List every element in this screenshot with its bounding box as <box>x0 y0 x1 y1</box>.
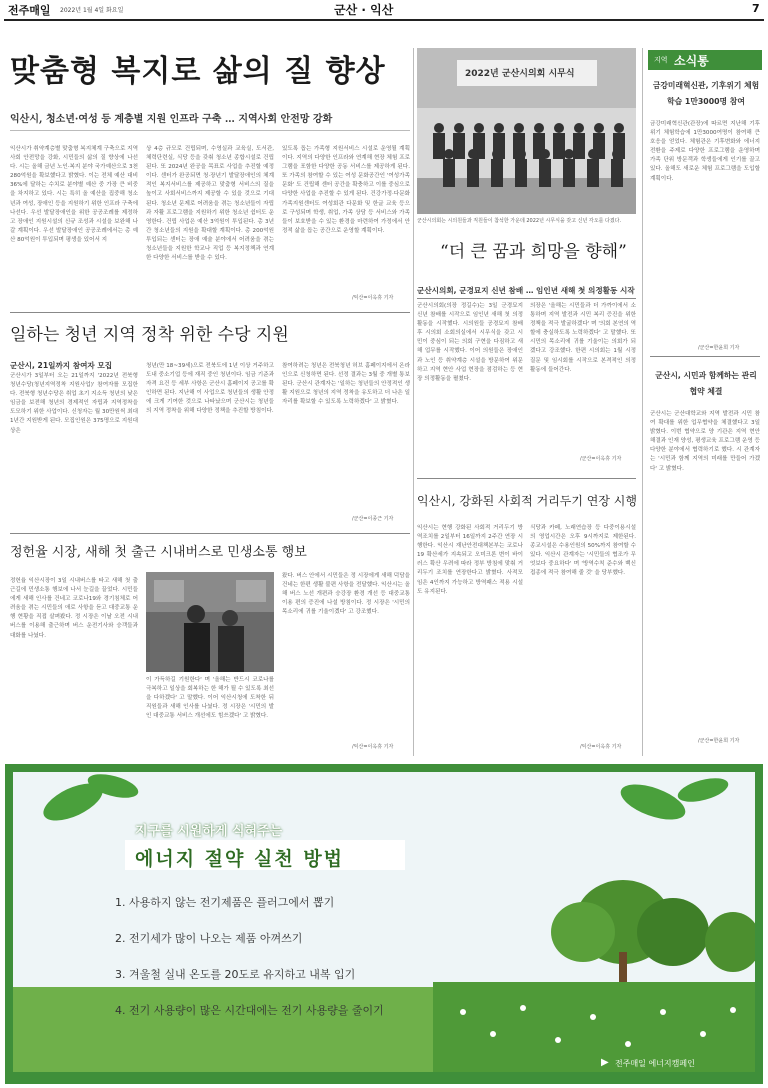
street-col-1: 익산시는 현행 강화된 사회적 거리두기 방역조치를 2일부터 16일까지 2주간 연장 시행한다. 익산시 재난안전대책본부는 코로나19 확산세가 지속되고 오미크론 변이 바이러스 확산 우려에 따라 정부 방침에 맞춰 거리두기 조치를 연장한다고 밝혔다. 사적모임은 4인까지 가능하고 방역패스 적용 시설도 유지된다. <box>417 525 523 595</box>
sidebar-header <box>648 50 762 70</box>
council-photo-caption: 군산시의회는 시의원들과 직원들이 참석한 가운데 2022년 시무식을 갖고 신년 각오를 다졌다. <box>417 218 622 224</box>
sidebar-item1-title: 금강미래혁신관, 기후위기 체험학습 1만3000명 참여 <box>652 81 760 106</box>
ad-subtitle: 지구를 시원하게 식혀주는 <box>135 824 283 839</box>
mayor-byline: /익산=이옥휴 기자 <box>352 744 394 750</box>
sidebar-header-left: 지역 <box>654 56 668 64</box>
quote-pull-quote: “더 큰 꿈과 희망을 향해” <box>440 242 627 262</box>
youth-top-rule <box>10 312 410 313</box>
ad-tip-4: 4. 전기 사용량이 많은 시간대에는 전기 사용량을 줄이기 <box>115 1004 384 1017</box>
ad-tip-3: 3. 겨울철 실내 온도를 20도로 유지하고 내복 입기 <box>115 968 356 981</box>
masthead-section: 군산 · 익산 <box>334 3 394 17</box>
quote-col-2: 의장은 '올해는 시민들과 더 가까이에서 소통하며 지역 발전과 시민 복리 증진을 위한 정책을 적극 발굴하겠다' 며 '의회 본연의 역할에 충실하도록 노력하겠다' 고 말했다. 또 시민의 목소리에 귀를 기울이는 의회가 되겠다고 강조했다. 한편 시의회는 1월 시정질문 및 임시회를 시작으로 본격적인 의정활동에 들어간다. <box>530 303 636 373</box>
arrow-play-icon: ▶ <box>601 1057 609 1068</box>
sidebar-item2-title: 군산시, 시민과 함께하는 관리 협약 체결 <box>655 371 757 396</box>
ad-tip-2: 2. 전기세가 많이 나오는 제품 아껴쓰기 <box>115 932 303 945</box>
masthead <box>0 0 768 20</box>
masthead-paper-name: 전주매일 <box>8 4 51 17</box>
street-top-rule <box>417 478 636 479</box>
quote-byline: /군산=이옥휴 기자 <box>580 456 622 462</box>
masthead-date: 2022년 1월 4일 화요일 <box>60 7 124 14</box>
masthead-rule <box>4 19 764 21</box>
street-col-2: 식당과 카페, 노래연습장 등 다중이용시설의 영업시간은 오후 9시까지로 제한된다. 종교시설은 수용인원의 50%까지 참여할 수 있다. 익산시 관계자는 '시민들의 협조가 무엇보다 중요하다' 며 '방역수칙 준수와 백신 접종에 적극 참여해 줄 것' 을 당부했다. <box>530 525 636 577</box>
sidebar-header-right: 소식통 <box>674 54 709 68</box>
ad-title: 에너지 절약 실천 방법 <box>135 848 345 870</box>
mayor-col-1: 정헌율 익산시장이 3일 시내버스를 타고 새해 첫 출근길에 민생소통 행보에 나서 눈길을 끌었다. 시민들에게 새해 인사를 건네고 코로나19와 경기침체로 어려움을 겪는 시민들의 애로 사항을 듣고 대중교통 운행 현황을 직접 살펴봤다. 정 시장은 이날 오전 시내버스를 이용해 출근하며 버스 운전기사와 승객들과 대화를 나눴다. <box>10 578 138 639</box>
ad-tips-list <box>115 894 535 1038</box>
street-title: 익산시, 강화된 사회적 거리두기 연장 시행 <box>417 494 637 508</box>
column-divider-right <box>642 48 643 756</box>
lead-title: 맞춤형 복지로 삶의 질 향상 <box>10 54 386 89</box>
quote-subtitle: 군산시의회, 군경묘지 신년 참배 … 임인년 새해 첫 의정활동 시작 <box>417 286 635 295</box>
mayor-bus-photo <box>146 572 274 672</box>
lead-subtitle: 익산시, 청소년·여성 등 계층별 지원 인프라 구축 … 지역사회 안전망 강화 <box>10 114 333 125</box>
youth-byline: /군산=이종근 기자 <box>352 516 394 522</box>
mayor-photo-image <box>146 572 274 672</box>
lead-col-3: 있도록 돕는 가족형 지원서비스 시설로 운영될 계획이다. 지역의 다양한 인프라와 연계해 현장 체험 프로그램을 포함한 다양한 공동 서비스를 제공하게 된다. 또 가족의 참여할 수 있는 여성 문화공간인 '여성가족문화' 도 건립해 센터 공간을 확충하고 이를 중심으로 다양한 사업을 추진할 수 있게 된다. 건강가정·다문화가족지원센터도 여성회관 다문화 및 한글 교육 등으로 구성되며 학생, 취업, 가족 상담 등 서비스와 가족들이 보호받을 수 있는 환경을 마련하여 가정에서 안정적 삶을 돕는 공간으로 운영할 계획이다. <box>282 146 410 234</box>
youth-col-1: 군산시가 3일부터 오는 21일까지 '2022년 전북형 청년수당(청년지역정착 지원사업)' 참여자를 모집한다. 전북형 청년수당은 취업 초기 지소득 청년의 낮은 임금을 보전해 청년의 경제적인 자립과 지역정착을 도모하기 위한 사업이다. 신청자는 월 30만원씩 최대 1년간 지원받게 된다. 모집인원은 375명으로 지원대상은 <box>10 373 138 434</box>
column-divider-left <box>413 48 414 756</box>
ad-sponsor-badge <box>601 1054 751 1076</box>
council-photo-banner: 2022년 군산시의회 시무식 <box>465 69 575 79</box>
mayor-title: 정헌율 시장, 새해 첫 출근 시내버스로 민생소통 행보 <box>10 545 307 560</box>
quote-col-1: 군산시의회(의장 정길수)는 3일 군경묘지 신년 참배를 시작으로 임인년 새해 첫 의정활동을 시작했다. 시의원들 공경묘지 참배 후 시의회 소회의실에서 시무식을 갖고 시민이 중심이 되는 의회 구현을 다짐하고 새해 업무를 시작했다. 이어 의원들은 장애인과 노인 등 취약계층 시설을 방문하여 위문하고 지역 현안 사업 현장을 점검하는 등 현장 의정활동을 펼쳤다. <box>417 303 523 382</box>
youth-col-2: 청년(만 18~39세)으로 전북도에 1년 이상 거주하고 도내 중소기업 등에 재직 중인 청년이다. 임금 기준과 자격 요건 등 세부 사항은 군산시 홈페이지 공고를 확인하면 된다. 지난해 이 사업으로 청년들의 생활 안정에 크게 기여한 것으로 나타났으며 군산시는 청년들의 지역 정착을 위해 다양한 정책을 추진할 방침이다. <box>146 363 274 415</box>
sidebar-item1-byline: /군산=한윤희 기자 <box>698 345 740 351</box>
youth-title: 일하는 청년 지역 정착 위한 수당 지원 <box>10 325 289 345</box>
ad-sponsor: 전주매일 에너지캠페인 <box>615 1059 695 1068</box>
street-byline: /익산=이옥휴 기자 <box>580 744 622 750</box>
ad-tip-1: 1. 사용하지 않는 전기제품은 플러그에서 뽑기 <box>115 896 335 909</box>
mayor-col-3: 왔다. 버스 안에서 시민들은 정 시장에게 새해 덕담을 건네는 한편 생활 불편 사항을 전달했다. 익산시는 올해 버스 노선 개편과 승강장 환경 개선 등 대중교통 이용 편의 증진에 나설 방침이다. 정 시장은 '시민의 목소리에 귀를 기울이겠다' 고 강조했다. <box>282 573 410 616</box>
mayor-top-rule <box>10 533 410 534</box>
lead-col-1: 익산시가 취약계층별 맞춤형 복지체계 구축으로 지역사회 안전망을 강화, 시민들의 삶의 질 향상에 나선다. 시는 올해 금년 노인·복지 분야 국가예산으로 3천280억원을 확보했다고 밝혔다. 이는 전체 예산 대비 36%에 달하는 수치로 분야별 예산 중 가장 큰 비중을 차지하고 있다. 시는 특히 올 예산을 집중해 청소년과 여성, 장애인 등을 지원하기 위한 인프라 구축에 나선다. 우선 발달장애인을 위한 공공조례를 제정하고 장애인 지원시설의 신규 조성과 시설을 보완해 나갈 계획이다. 우선 발달장애인 공공조례에서는 총 예산 80억원이 투입되며 평생을 있어서 지 <box>10 146 138 243</box>
lead-byline: /익산=이옥휴 기자 <box>352 295 394 301</box>
sidebar-item2-body: 군산시는 군산대학교와 지역 발전과 시민 참여 확대를 위한 업무협약을 체결했다고 3일 밝혔다. 이번 협약으로 양 기관은 지역 현안 해결과 인재 양성, 평생교육 프로그램 운영 등 다양한 분야에서 협력하기로 했다. 시 관계자는 '시민과 함께 지역의 미래를 만들어 가겠다' 고 밝혔다. <box>650 411 760 472</box>
quote-subtitle-rule <box>417 298 636 299</box>
youth-col-3: 참여하려는 청년은 전북청년 허브 홈페이지에서 온라인으로 신청하면 된다. 선정 결과는 3월 중 개별 통보된다. 군산시 관계자는 '일하는 청년들의 안정적인 생활 지원으로 청년의 지역 정착을 유도하고 더 나은 일자리를 확보할 수 있도록 노력하겠다' 고 밝혔다. <box>282 363 410 406</box>
sidebar-item1-body: 금강미래혁신관(관장)에 따르면 지난해 기후위기 체험학습에 1만3000여명이 참여해 큰 호응을 얻었다. 체험관은 기후변화와 에너지 전환을 주제로 다양한 프로그램을 운영하며 가족 단위 방문객과 학생들에게 인기를 끌고 있다. 올해도 새로운 체험 프로그램을 도입할 계획이다. <box>650 121 760 182</box>
lead-col-2: 상 4층 규모로 건립되며, 수영실과 교육실, 도서관, 체력단련실, 식당 등을 갖춰 청소년 종합시설로 건립된다. 또 2024년 완공을 목표로 사업을 추진할 예정이다. 센터가 완공되면 청·장년기 발달장애인의 체계적인 복지서비스를 제공하고 맞춤형 서비스의 질을 높이고 사회서비스까지 제공할 수 있을 것으로 기대된다. 청소년 문제로 어려움을 겪는 청소년들이 자립과 자활 프로그램을 지원하기 위한 청소년 쉼터도 운영한다. 건립 사업은 예산 3억원이 투입된다. 총 3년간 청소년들의 지원을 확대할 계획이다. 총 200억원 투입되는 센터는 장애 예술 분야에서 어려움을 겪는 청소년들을 지원한 학교나 직업 등 복지정책과 연계한 다양한 서비스를 받을 수 있다. <box>146 146 274 262</box>
mayor-col-2: 이 가득하길 기원한다' 며 '올해는 반드시 코로나를 극복하고 일상을 회복하는 한 해가 될 수 있도록 최선을 다하겠다' 고 말했다. 이어 익산시청에 도착한 뒤 직원들과 새해 인사를 나눴다. 정 시장은 '시민의 발인 대중교통 서비스 개선에도 힘쓰겠다' 고 밝혔다. <box>146 677 274 720</box>
sidebar-item2-byline: /군산=한윤희 기자 <box>698 738 740 744</box>
council-group-photo <box>417 48 636 214</box>
energy-ad <box>5 764 763 1084</box>
lead-subtitle-rule <box>10 130 410 131</box>
youth-subtitle: 군산시, 21일까지 참여자 모집 <box>10 361 113 370</box>
masthead-page-number: 7 <box>752 2 760 15</box>
sidebar-divider <box>650 356 760 357</box>
